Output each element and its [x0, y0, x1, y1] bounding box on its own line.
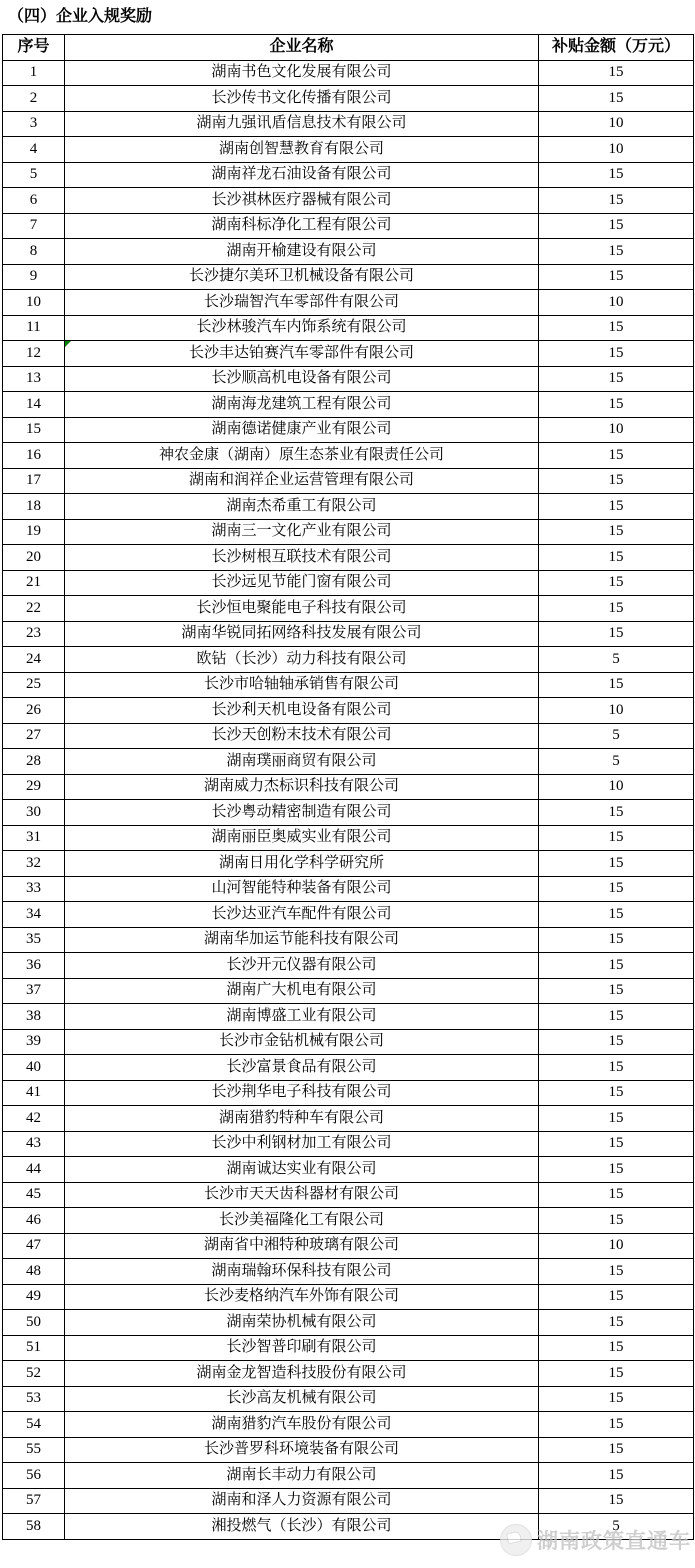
- table-row: [3, 621, 694, 647]
- row-serial-number: 54: [3, 1412, 65, 1438]
- row-serial-number: 44: [3, 1157, 65, 1183]
- row-subsidy-amount: 15: [539, 1106, 694, 1132]
- table-row: [3, 162, 694, 188]
- table-row: [3, 749, 694, 775]
- row-subsidy-amount: 15: [539, 494, 694, 520]
- row-company-name: 湖南开榆建设有限公司: [65, 239, 539, 265]
- table-row: [3, 902, 694, 928]
- row-serial-number: 19: [3, 519, 65, 545]
- row-company-name: 欧钻（长沙）动力科技有限公司: [65, 647, 539, 673]
- row-company-name: 湖南金龙智造科技股份有限公司: [65, 1361, 539, 1387]
- table-row: [3, 672, 694, 698]
- row-serial-number: 34: [3, 902, 65, 928]
- row-company-name: 长沙顺高机电设备有限公司: [65, 366, 539, 392]
- row-subsidy-amount: 15: [539, 1463, 694, 1489]
- row-company-name: 湖南三一文化产业有限公司: [65, 519, 539, 545]
- row-company-name: 长沙丰达铂赛汽车零部件有限公司: [65, 341, 539, 367]
- table-row: [3, 596, 694, 622]
- row-company-name: 湖南长丰动力有限公司: [65, 1463, 539, 1489]
- table-row: [3, 417, 694, 443]
- table-row: [3, 443, 694, 469]
- row-subsidy-amount: 15: [539, 1004, 694, 1030]
- row-subsidy-amount: 15: [539, 366, 694, 392]
- row-serial-number: 7: [3, 213, 65, 239]
- row-company-name: 长沙天创粉末技术有限公司: [65, 723, 539, 749]
- table-row: [3, 111, 694, 137]
- row-serial-number: 28: [3, 749, 65, 775]
- header-company-name: 企业名称: [65, 35, 539, 61]
- row-company-name: 长沙开元仪器有限公司: [65, 953, 539, 979]
- row-subsidy-amount: 5: [539, 647, 694, 673]
- table-row: [3, 468, 694, 494]
- row-company-name: 湖南瑞翰环保科技有限公司: [65, 1259, 539, 1285]
- table-row: [3, 1310, 694, 1336]
- subsidy-table: [2, 34, 694, 1540]
- row-company-name: 湖南杰希重工有限公司: [65, 494, 539, 520]
- row-serial-number: 3: [3, 111, 65, 137]
- table-row: [3, 60, 694, 86]
- row-company-name: 长沙富景食品有限公司: [65, 1055, 539, 1081]
- row-company-name: 长沙美福隆化工有限公司: [65, 1208, 539, 1234]
- row-company-name: 神农金康（湖南）原生态茶业有限责任公司: [65, 443, 539, 469]
- row-serial-number: 13: [3, 366, 65, 392]
- table-row: [3, 1361, 694, 1387]
- row-company-name: 长沙祺林医疗器械有限公司: [65, 188, 539, 214]
- table-row: [3, 1284, 694, 1310]
- row-subsidy-amount: 15: [539, 264, 694, 290]
- row-serial-number: 23: [3, 621, 65, 647]
- row-company-name: 湖南诚达实业有限公司: [65, 1157, 539, 1183]
- table-row: [3, 1437, 694, 1463]
- row-serial-number: 37: [3, 978, 65, 1004]
- row-company-name: 长沙智普印刷有限公司: [65, 1335, 539, 1361]
- row-serial-number: 10: [3, 290, 65, 316]
- row-serial-number: 25: [3, 672, 65, 698]
- row-company-name: 湖南和润祥企业运营管理有限公司: [65, 468, 539, 494]
- table-row: [3, 876, 694, 902]
- table-row: [3, 774, 694, 800]
- header-row: [3, 35, 694, 61]
- row-serial-number: 43: [3, 1131, 65, 1157]
- table-row: [3, 392, 694, 418]
- row-serial-number: 11: [3, 315, 65, 341]
- row-subsidy-amount: 15: [539, 596, 694, 622]
- row-serial-number: 55: [3, 1437, 65, 1463]
- row-serial-number: 17: [3, 468, 65, 494]
- row-company-name: 山河智能特种装备有限公司: [65, 876, 539, 902]
- row-subsidy-amount: 10: [539, 1233, 694, 1259]
- row-company-name: 长沙荆华电子科技有限公司: [65, 1080, 539, 1106]
- row-serial-number: 8: [3, 239, 65, 265]
- row-company-name: 湖南广大机电有限公司: [65, 978, 539, 1004]
- row-subsidy-amount: 15: [539, 443, 694, 469]
- row-subsidy-amount: 15: [539, 1182, 694, 1208]
- row-subsidy-amount: 15: [539, 1157, 694, 1183]
- row-subsidy-amount: 15: [539, 213, 694, 239]
- row-serial-number: 15: [3, 417, 65, 443]
- row-company-name: 长沙市金钻机械有限公司: [65, 1029, 539, 1055]
- table-row: [3, 953, 694, 979]
- table-body: [3, 60, 694, 1539]
- table-row: [3, 1488, 694, 1514]
- row-company-name: 长沙远见节能门窗有限公司: [65, 570, 539, 596]
- watermark-text: 湖南政策直通车: [537, 1530, 691, 1553]
- table-row: [3, 647, 694, 673]
- row-company-name: 湖南德诺健康产业有限公司: [65, 417, 539, 443]
- row-serial-number: 18: [3, 494, 65, 520]
- row-company-name: 湖南威力杰标识科技有限公司: [65, 774, 539, 800]
- row-subsidy-amount: 15: [539, 1055, 694, 1081]
- row-serial-number: 24: [3, 647, 65, 673]
- row-serial-number: 16: [3, 443, 65, 469]
- row-serial-number: 57: [3, 1488, 65, 1514]
- row-subsidy-amount: 15: [539, 800, 694, 826]
- row-subsidy-amount: 15: [539, 570, 694, 596]
- table-row: [3, 1208, 694, 1234]
- row-company-name: 长沙市天天齿科器材有限公司: [65, 1182, 539, 1208]
- table-row: [3, 1463, 694, 1489]
- row-serial-number: 53: [3, 1386, 65, 1412]
- table-row: [3, 851, 694, 877]
- row-subsidy-amount: 15: [539, 60, 694, 86]
- row-subsidy-amount: 15: [539, 953, 694, 979]
- table-row: [3, 1131, 694, 1157]
- row-company-name: 湖南璞丽商贸有限公司: [65, 749, 539, 775]
- table-row: [3, 519, 694, 545]
- table-row: [3, 366, 694, 392]
- table-row: [3, 1386, 694, 1412]
- row-subsidy-amount: 15: [539, 162, 694, 188]
- row-subsidy-amount: 15: [539, 672, 694, 698]
- row-company-name: 长沙传书文化传播有限公司: [65, 86, 539, 112]
- row-subsidy-amount: 15: [539, 1208, 694, 1234]
- table-row: [3, 927, 694, 953]
- row-company-name: 湖南博盛工业有限公司: [65, 1004, 539, 1030]
- row-company-name: 湖南猎豹汽车股份有限公司: [65, 1412, 539, 1438]
- table-row: [3, 1412, 694, 1438]
- row-serial-number: 27: [3, 723, 65, 749]
- row-serial-number: 42: [3, 1106, 65, 1132]
- row-serial-number: 52: [3, 1361, 65, 1387]
- row-serial-number: 39: [3, 1029, 65, 1055]
- cell-flag-icon: [65, 341, 71, 347]
- row-subsidy-amount: 15: [539, 1259, 694, 1285]
- row-company-name: 湖南丽臣奥威实业有限公司: [65, 825, 539, 851]
- row-company-name: 湘投燃气（长沙）有限公司: [65, 1514, 539, 1540]
- row-company-name: 湖南祥龙石油设备有限公司: [65, 162, 539, 188]
- table-row: [3, 341, 694, 367]
- row-subsidy-amount: 15: [539, 1386, 694, 1412]
- row-company-name: 湖南省中湘特种玻璃有限公司: [65, 1233, 539, 1259]
- row-serial-number: 1: [3, 60, 65, 86]
- row-company-name: 湖南华加运节能科技有限公司: [65, 927, 539, 953]
- row-serial-number: 33: [3, 876, 65, 902]
- table-row: [3, 290, 694, 316]
- table-row: [3, 1182, 694, 1208]
- row-serial-number: 35: [3, 927, 65, 953]
- row-company-name: 长沙瑞智汽车零部件有限公司: [65, 290, 539, 316]
- row-company-name: 长沙市哈轴轴承销售有限公司: [65, 672, 539, 698]
- row-subsidy-amount: 5: [539, 749, 694, 775]
- row-company-name: 湖南书色文化发展有限公司: [65, 60, 539, 86]
- header-serial-number: 序号: [3, 35, 65, 61]
- row-serial-number: 36: [3, 953, 65, 979]
- row-subsidy-amount: 15: [539, 902, 694, 928]
- table-row: [3, 1004, 694, 1030]
- table-row: [3, 825, 694, 851]
- row-subsidy-amount: 15: [539, 1310, 694, 1336]
- row-subsidy-amount: 5: [539, 723, 694, 749]
- row-serial-number: 47: [3, 1233, 65, 1259]
- row-company-name: 长沙粤动精密制造有限公司: [65, 800, 539, 826]
- row-serial-number: 51: [3, 1335, 65, 1361]
- row-subsidy-amount: 15: [539, 315, 694, 341]
- table-row: [3, 1335, 694, 1361]
- table-row: [3, 698, 694, 724]
- row-serial-number: 20: [3, 545, 65, 571]
- row-subsidy-amount: 5: [539, 1514, 694, 1540]
- table-row: [3, 800, 694, 826]
- row-subsidy-amount: 15: [539, 545, 694, 571]
- row-serial-number: 6: [3, 188, 65, 214]
- row-serial-number: 29: [3, 774, 65, 800]
- row-subsidy-amount: 15: [539, 1080, 694, 1106]
- row-company-name: 长沙高友机械有限公司: [65, 1386, 539, 1412]
- table-row: [3, 1055, 694, 1081]
- row-subsidy-amount: 10: [539, 698, 694, 724]
- table-row: [3, 86, 694, 112]
- row-serial-number: 30: [3, 800, 65, 826]
- row-subsidy-amount: 15: [539, 825, 694, 851]
- row-serial-number: 26: [3, 698, 65, 724]
- row-company-name: 湖南科标净化工程有限公司: [65, 213, 539, 239]
- row-subsidy-amount: 10: [539, 111, 694, 137]
- row-subsidy-amount: 15: [539, 188, 694, 214]
- table-row: [3, 570, 694, 596]
- table-row: [3, 1029, 694, 1055]
- row-subsidy-amount: 15: [539, 1437, 694, 1463]
- row-subsidy-amount: 15: [539, 1284, 694, 1310]
- row-company-name: 长沙树根互联技术有限公司: [65, 545, 539, 571]
- table-row: [3, 1080, 694, 1106]
- row-subsidy-amount: 15: [539, 621, 694, 647]
- table-row: [3, 1157, 694, 1183]
- row-serial-number: 22: [3, 596, 65, 622]
- row-serial-number: 49: [3, 1284, 65, 1310]
- table-row: [3, 1106, 694, 1132]
- row-company-name: 湖南海龙建筑工程有限公司: [65, 392, 539, 418]
- row-company-name: 湖南猎豹特种车有限公司: [65, 1106, 539, 1132]
- row-serial-number: 58: [3, 1514, 65, 1540]
- row-subsidy-amount: 15: [539, 851, 694, 877]
- row-company-name: 长沙达亚汽车配件有限公司: [65, 902, 539, 928]
- row-serial-number: 46: [3, 1208, 65, 1234]
- row-company-name: 长沙捷尔美环卫机械设备有限公司: [65, 264, 539, 290]
- table-row: [3, 723, 694, 749]
- row-serial-number: 31: [3, 825, 65, 851]
- table-row: [3, 1233, 694, 1259]
- row-serial-number: 48: [3, 1259, 65, 1285]
- row-subsidy-amount: 15: [539, 468, 694, 494]
- row-company-name: 湖南荣协机械有限公司: [65, 1310, 539, 1336]
- table-row: [3, 978, 694, 1004]
- row-subsidy-amount: 15: [539, 1412, 694, 1438]
- row-subsidy-amount: 15: [539, 86, 694, 112]
- row-serial-number: 21: [3, 570, 65, 596]
- table-row: [3, 264, 694, 290]
- row-serial-number: 40: [3, 1055, 65, 1081]
- row-serial-number: 56: [3, 1463, 65, 1489]
- row-company-name: 长沙林骏汽车内饰系统有限公司: [65, 315, 539, 341]
- row-serial-number: 2: [3, 86, 65, 112]
- row-serial-number: 50: [3, 1310, 65, 1336]
- row-company-name: 湖南创智慧教育有限公司: [65, 137, 539, 163]
- row-company-name: 湖南九强讯盾信息技术有限公司: [65, 111, 539, 137]
- row-subsidy-amount: 15: [539, 1029, 694, 1055]
- row-company-name: 长沙普罗科环境装备有限公司: [65, 1437, 539, 1463]
- row-subsidy-amount: 10: [539, 774, 694, 800]
- row-subsidy-amount: 15: [539, 927, 694, 953]
- row-serial-number: 9: [3, 264, 65, 290]
- row-company-name: 湖南华锐同拓网络科技发展有限公司: [65, 621, 539, 647]
- row-subsidy-amount: 15: [539, 341, 694, 367]
- table-row: [3, 1259, 694, 1285]
- row-subsidy-amount: 15: [539, 1335, 694, 1361]
- row-subsidy-amount: 10: [539, 290, 694, 316]
- row-company-name: 湖南和泽人力资源有限公司: [65, 1488, 539, 1514]
- row-subsidy-amount: 15: [539, 978, 694, 1004]
- row-company-name: 湖南日用化学科学研究所: [65, 851, 539, 877]
- table-row: [3, 315, 694, 341]
- row-subsidy-amount: 15: [539, 392, 694, 418]
- table-row: [3, 494, 694, 520]
- section-title: （四）企业入规奖励: [8, 8, 153, 25]
- row-serial-number: 4: [3, 137, 65, 163]
- row-serial-number: 41: [3, 1080, 65, 1106]
- table-row: [3, 545, 694, 571]
- row-subsidy-amount: 15: [539, 519, 694, 545]
- table-row: [3, 1514, 694, 1540]
- table-row: [3, 188, 694, 214]
- row-serial-number: 38: [3, 1004, 65, 1030]
- row-serial-number: 12: [3, 341, 65, 367]
- row-company-name: 长沙麦格纳汽车外饰有限公司: [65, 1284, 539, 1310]
- row-serial-number: 32: [3, 851, 65, 877]
- table-row: [3, 213, 694, 239]
- header-subsidy-amount: 补贴金额（万元）: [539, 35, 694, 61]
- row-company-name: 长沙中利钢材加工有限公司: [65, 1131, 539, 1157]
- table-row: [3, 137, 694, 163]
- row-serial-number: 5: [3, 162, 65, 188]
- row-company-name: 长沙利天机电设备有限公司: [65, 698, 539, 724]
- row-subsidy-amount: 15: [539, 1361, 694, 1387]
- row-subsidy-amount: 15: [539, 876, 694, 902]
- row-subsidy-amount: 15: [539, 239, 694, 265]
- row-subsidy-amount: 15: [539, 1131, 694, 1157]
- row-company-name: 长沙恒电聚能电子科技有限公司: [65, 596, 539, 622]
- table-row: [3, 239, 694, 265]
- row-serial-number: 14: [3, 392, 65, 418]
- row-subsidy-amount: 15: [539, 1488, 694, 1514]
- row-subsidy-amount: 10: [539, 137, 694, 163]
- row-subsidy-amount: 10: [539, 417, 694, 443]
- row-serial-number: 45: [3, 1182, 65, 1208]
